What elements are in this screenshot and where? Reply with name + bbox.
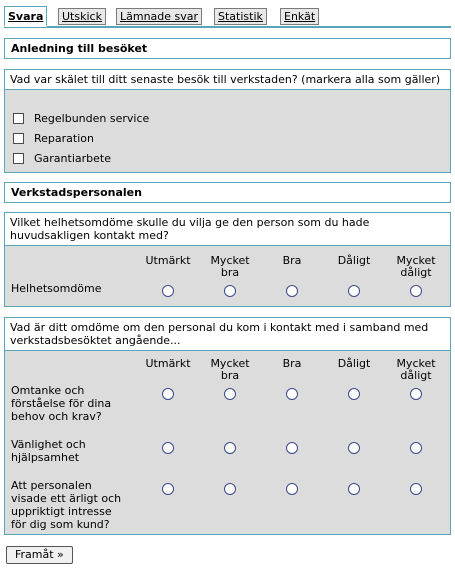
radio-omtanke-mycket-daligt[interactable] <box>410 388 422 400</box>
radio-omtanke-mycket-bra[interactable] <box>224 388 236 400</box>
radio-bra[interactable] <box>286 285 298 297</box>
radio-daligt[interactable] <box>348 285 360 297</box>
col-bra: Bra <box>282 357 302 370</box>
col-mycket-bra: Mycket bra <box>210 357 250 382</box>
radio-vanlighet-bra[interactable] <box>286 442 298 454</box>
tab-underline <box>4 26 451 28</box>
tab-enkat[interactable]: Enkät <box>280 8 319 25</box>
next-button[interactable]: Framåt » <box>6 546 73 564</box>
row-label-helhetsomdome: Helhetsomdöme <box>11 282 102 295</box>
question-text: Vilket helhetsomdöme skulle du vilja ge den person som du hade huvudsakligen kontakt med? <box>5 213 450 246</box>
col-daligt: Dåligt <box>337 254 371 267</box>
option-label: Garantiarbete <box>34 152 111 165</box>
radio-omtanke-bra[interactable] <box>286 388 298 400</box>
col-daligt: Dåligt <box>337 357 371 370</box>
radio-omtanke-daligt[interactable] <box>348 388 360 400</box>
row-label-intresse: Att personalen visade ett ärligt och uppriktigt intresse för dig som kund? <box>11 479 122 531</box>
tab-bar <box>4 6 451 28</box>
tab-svara[interactable]: Svara <box>4 6 47 27</box>
option-label: Reparation <box>34 132 94 145</box>
row-label-vanlighet: Vänlighet och hjälpsamhet <box>11 438 86 464</box>
tab-statistik[interactable]: Statistik <box>214 8 267 25</box>
radio-intresse-bra[interactable] <box>286 483 298 495</box>
radio-omtanke-utmarkt[interactable] <box>162 388 174 400</box>
checkbox[interactable] <box>13 133 24 144</box>
question-overall-rating <box>4 212 451 307</box>
radio-intresse-mycket-bra[interactable] <box>224 483 236 495</box>
question-reason <box>4 69 451 173</box>
radio-vanlighet-daligt[interactable] <box>348 442 360 454</box>
tab-lamnade-svar[interactable]: Lämnade svar <box>116 8 202 25</box>
col-mycket-daligt: Mycket dåligt <box>396 357 436 382</box>
col-utmarkt: Utmärkt <box>145 357 191 370</box>
tab-utskick[interactable]: Utskick <box>58 8 106 25</box>
col-bra: Bra <box>282 254 302 267</box>
question-text: Vad var skälet till ditt senaste besök till verkstaden? (markera alla som gäller) <box>5 70 450 90</box>
question-text: Vad är ditt omdöme om den personal du kom i kontakt med i samband med verkstadsbesöktet angående... <box>5 318 450 351</box>
section-header-verkstadspersonalen: Verkstadspersonalen <box>4 182 451 203</box>
radio-intresse-daligt[interactable] <box>348 483 360 495</box>
radio-intresse-utmarkt[interactable] <box>162 483 174 495</box>
section-header-anledning: Anledning till besöket <box>4 38 451 59</box>
radio-vanlighet-mycket-daligt[interactable] <box>410 442 422 454</box>
row-label-omtanke: Omtanke och förståelse för dina behov och krav? <box>11 384 112 423</box>
option-label: Regelbunden service <box>34 112 150 125</box>
question-staff-rating <box>4 317 451 535</box>
radio-vanlighet-utmarkt[interactable] <box>162 442 174 454</box>
checkbox[interactable] <box>13 113 24 124</box>
radio-mycket-bra[interactable] <box>224 285 236 297</box>
col-mycket-daligt: Mycket dåligt <box>396 254 436 279</box>
col-utmarkt: Utmärkt <box>145 254 191 267</box>
checkbox[interactable] <box>13 153 24 164</box>
radio-vanlighet-mycket-bra[interactable] <box>224 442 236 454</box>
radio-mycket-daligt[interactable] <box>410 285 422 297</box>
col-mycket-bra: Mycket bra <box>210 254 250 279</box>
radio-utmarkt[interactable] <box>162 285 174 297</box>
radio-intresse-mycket-daligt[interactable] <box>410 483 422 495</box>
